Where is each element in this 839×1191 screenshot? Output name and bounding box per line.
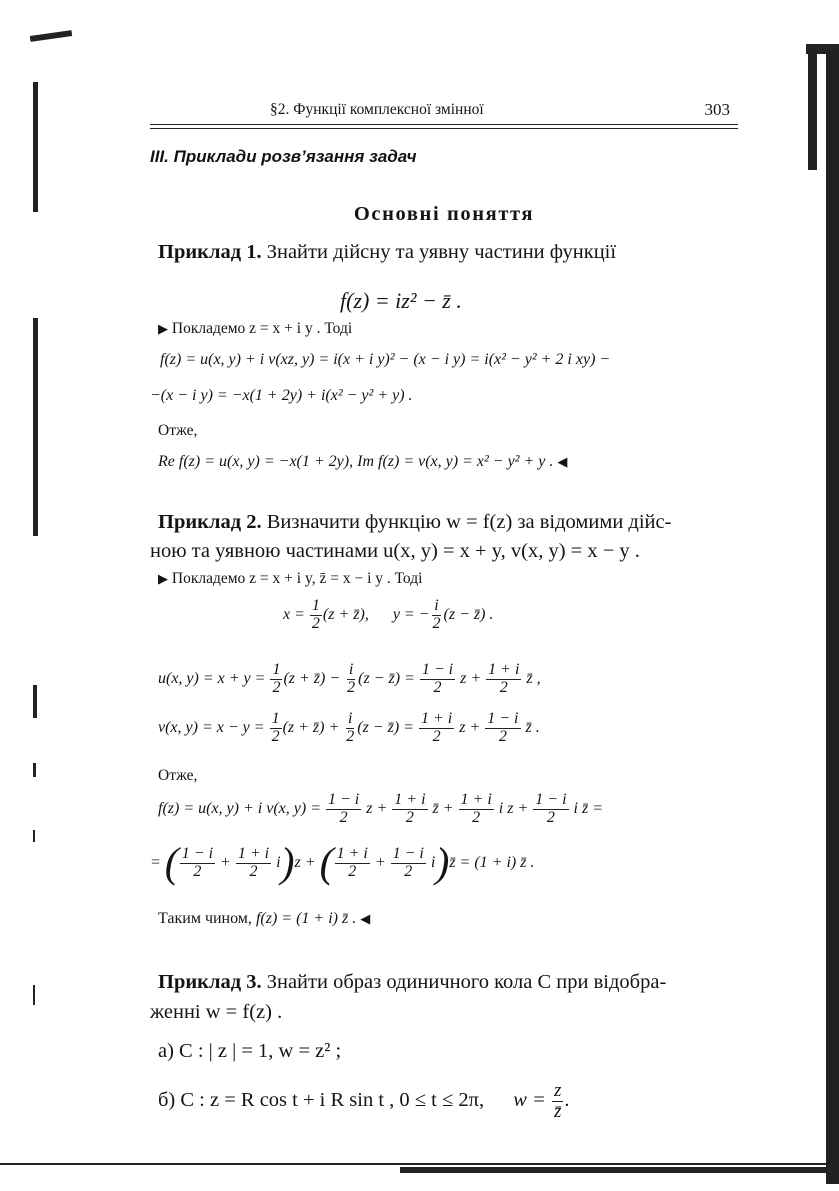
section-title: III. Приклади розв’язання задач xyxy=(150,147,417,166)
scan-mark xyxy=(33,830,35,842)
scan-mark xyxy=(33,318,38,536)
example3-item-a: а) C : | z | = 1, w = z² ; xyxy=(158,1040,342,1062)
example1-text: Знайти дійсну та уявну частини функції xyxy=(266,241,617,263)
scan-edge xyxy=(826,44,839,1184)
example1-label: Приклад 1. xyxy=(158,241,262,263)
example2-so: Отже, xyxy=(158,767,198,784)
play-triangle-icon: ▶ xyxy=(158,571,168,586)
example3-label: Приклад 3. xyxy=(158,971,262,993)
scan-mark xyxy=(33,985,35,1005)
example1-result: Re f(z) = u(x, y) = −x(1 + 2y), Im f(z) = v(x, y) = x² − y² + y . ◀ xyxy=(158,453,568,470)
example2-u-formula: u(x, y) = x + y = $\frac{1}{2}$ (z + z̄) − $\frac{i}{2}$ (z − z̄) = $\frac{1 - i}{2}$ z + $\frac{1 + i}{2}$ z̄ , xyxy=(158,661,541,696)
example1-solution-intro: ▶ Покладемо z = x + i y . Тоді xyxy=(158,320,353,337)
example2-statement-1: Приклад 2. Визначити функцію w = f(z) за відомими дійс- xyxy=(158,511,672,533)
header-rule xyxy=(150,124,738,125)
example2-statement-2: ною та уявною частинами u(x, y) = x + y, v(x, y) = x − y . xyxy=(150,540,640,562)
example3-item-b: б) C : z = R cos t + i R sin t , 0 ≤ t ≤ 2π, w = $\frac{z}{z̄}$ . xyxy=(158,1080,570,1122)
example1-formula: f(z) = iz² − z̄ . xyxy=(340,288,462,313)
running-header xyxy=(150,101,738,123)
example2-f-grouped: = ( $\frac{1 - i}{2}$ + $\frac{1 + i}{2}$ i)z + ( $\frac{1 + i}{2}$ + $\frac{1 - i}{2}$ i)z̄ = (1 + i) z̄ . xyxy=(150,840,535,887)
end-triangle-icon: ◀ xyxy=(360,911,371,926)
subtitle: Основні поняття xyxy=(353,203,535,225)
example2-v-formula: v(x, y) = x − y = $\frac{1}{2}$ (z + z̄) + $\frac{i}{2}$ (z − z̄) = $\frac{1 + i}{2}$ z + $\frac{1 - i}{2}$ z̄ . xyxy=(158,710,540,745)
scan-edge xyxy=(400,1167,839,1173)
example1-line1: f(z) = u(x, y) + i v(xz, y) = i(x + i y)² − (x − i y) = i(x² − y² + 2 i xy) − xyxy=(160,351,611,368)
play-triangle-icon: ▶ xyxy=(158,321,168,336)
header-rule xyxy=(150,128,738,129)
scan-edge xyxy=(0,1163,839,1165)
running-title: §2. Функції комплексної змінної xyxy=(270,101,484,118)
example2-xy-formula: x = $\frac{1}{2}$ (z + z̄), y = − $\frac{i}{2}$ (z − z̄) . xyxy=(283,597,494,632)
example2-conclusion: Таким чином, f(z) = (1 + i) z̄ . ◀ xyxy=(158,910,371,927)
example1-line2: −(x − i y) = −x(1 + 2y) + i(x² − y² + y) . xyxy=(150,387,413,404)
end-triangle-icon: ◀ xyxy=(557,454,568,469)
example1-so: Отже, xyxy=(158,422,198,439)
page-number: 303 xyxy=(704,100,730,119)
scan-mark xyxy=(30,30,72,42)
scan-mark xyxy=(33,82,38,212)
example3-statement-1: Приклад 3. Знайти образ одиничного кола C при відобра- xyxy=(158,971,667,993)
scan-mark xyxy=(33,685,37,718)
example2-solution-intro: ▶ Покладемо z = x + i y, z̄ = x − i y . Тоді xyxy=(158,570,423,587)
scan-mark xyxy=(33,763,36,777)
scan-edge xyxy=(808,50,817,170)
example1-statement xyxy=(158,238,748,267)
example3-statement-2: женні w = f(z) . xyxy=(150,1001,283,1023)
example2-label: Приклад 2. xyxy=(158,511,262,533)
example2-f-formula: f(z) = u(x, y) + i v(x, y) = $\frac{1 - i}{2}$ z + $\frac{1 + i}{2}$ z̄ + $\frac{1 + i}{2}$ i z + $\frac{1 - i}{2}$ i z̄ = xyxy=(158,791,603,826)
